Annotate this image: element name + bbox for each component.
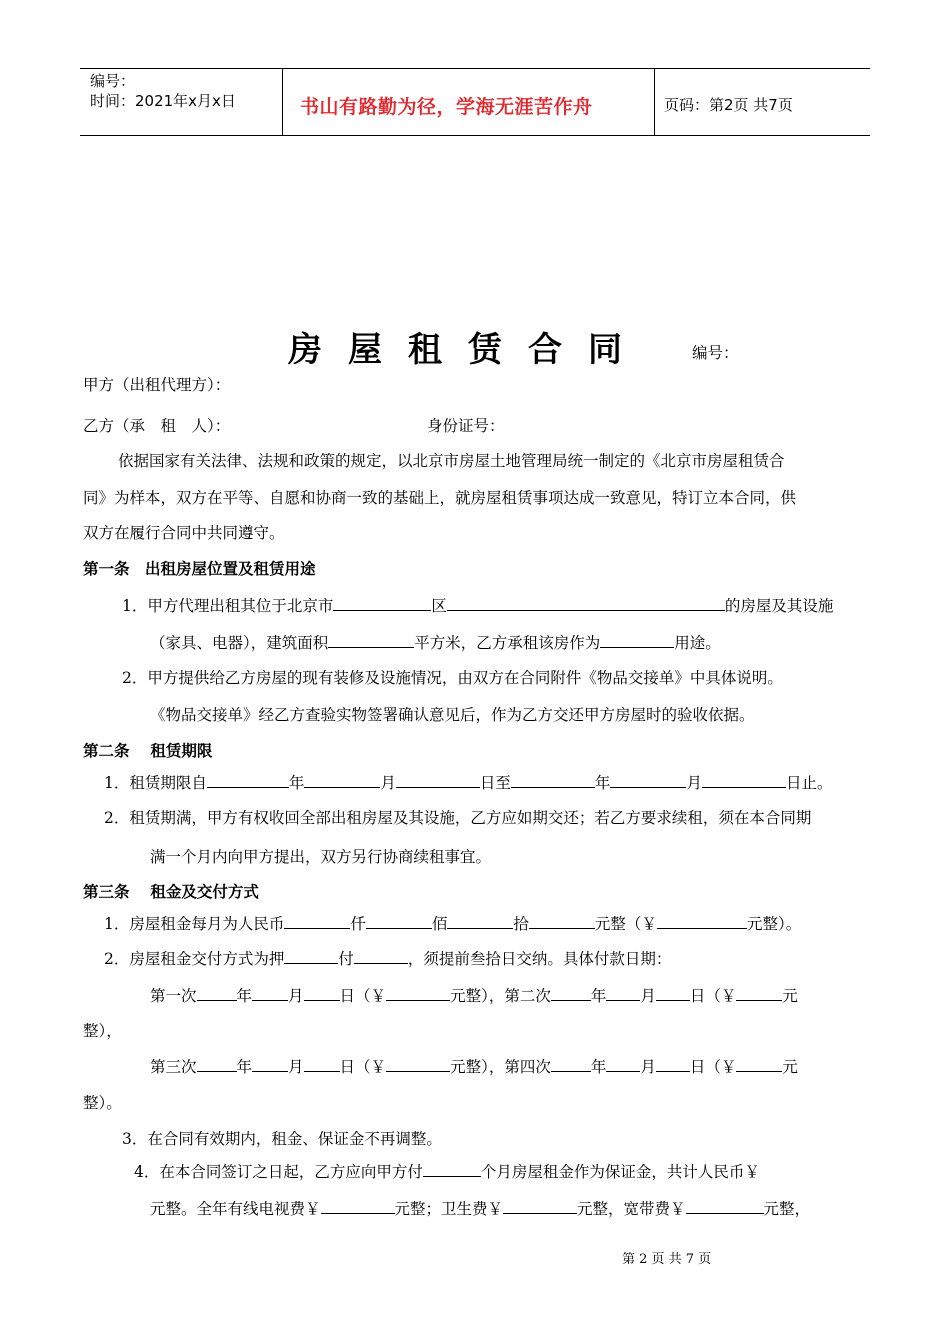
article3-item2-text-a: 2．房屋租金交付方式为押 bbox=[104, 950, 285, 968]
p4-month-label: 月 bbox=[640, 1058, 656, 1076]
intro-line-1: 依据国家有关法律、法规和政策的规定，以北京市房屋土地管理局统一制定的《北京市房屋租赁合 bbox=[118, 452, 785, 470]
article1-item1-line2 bbox=[150, 631, 721, 653]
article3-item4-text-c: 元整。全年有线电视费￥ bbox=[150, 1200, 321, 1218]
article3-item4-line2 bbox=[150, 1197, 810, 1219]
shi-label: 拾 bbox=[513, 915, 529, 933]
p1-month-label: 月 bbox=[288, 987, 304, 1005]
p4-day-label: 日（￥ bbox=[689, 1058, 737, 1076]
header-number-label: 编号： bbox=[90, 72, 136, 90]
blank-p4-amount bbox=[736, 1057, 782, 1072]
article1-item1-text-e: 平方米，乙方承租该房作为 bbox=[414, 634, 601, 652]
article3-item4-text-d: 元整；卫生费￥ bbox=[394, 1200, 504, 1218]
p1-year-label: 年 bbox=[236, 987, 253, 1005]
p2-yuan-label: 元 bbox=[782, 987, 798, 1005]
qian-label: 仟 bbox=[350, 915, 366, 933]
article3-item1 bbox=[104, 912, 801, 934]
id-number-label: 身份证号： bbox=[427, 417, 505, 435]
payment-line-1-cont: 整）， bbox=[83, 1022, 122, 1040]
article3-item2 bbox=[104, 947, 671, 969]
blank-city bbox=[333, 596, 431, 611]
blank-shi bbox=[447, 914, 513, 929]
from-to-label: 日至 bbox=[479, 774, 511, 792]
blank-bai bbox=[366, 914, 432, 929]
yuan-close-label: 元整）。 bbox=[746, 915, 802, 933]
blank-pay-months bbox=[354, 949, 408, 964]
blank-yuan bbox=[529, 914, 595, 929]
article1-item1-text-a: 1．甲方代理出租其位于北京市 bbox=[122, 597, 334, 615]
article3-item4-text-e: 元整，宽带费￥ bbox=[577, 1200, 686, 1218]
p2-year-label: 年 bbox=[590, 987, 607, 1005]
article2-item2-line2: 满一个月内向甲方提出，双方另行协商续租事宜。 bbox=[150, 848, 492, 866]
article2-heading: 第二条 租赁期限 bbox=[83, 741, 213, 760]
blank-deposit-count bbox=[423, 1162, 481, 1177]
header-divider-right bbox=[654, 68, 655, 135]
blank-p3-day bbox=[304, 1057, 340, 1072]
blank-address bbox=[447, 596, 725, 611]
blank-p2-day bbox=[656, 986, 690, 1001]
article3-item1-text-a: 1．房屋租金每月为人民币 bbox=[104, 915, 285, 933]
blank-start-year bbox=[207, 773, 289, 788]
blank-p1-month bbox=[252, 986, 288, 1001]
year-label: 年 bbox=[288, 774, 305, 792]
article3-item4-line1 bbox=[134, 1160, 760, 1182]
p3-month-label: 月 bbox=[288, 1058, 304, 1076]
header-time: 时间：2021年x月x日 bbox=[90, 92, 236, 110]
header-bottom-rule bbox=[80, 135, 870, 136]
blank-p1-amount bbox=[386, 986, 450, 1001]
article3-item2-text-b: ，须提前叁拾日交纳。具体付款日期： bbox=[407, 950, 672, 968]
bai-label: 佰 bbox=[431, 915, 448, 933]
p2-month-label: 月 bbox=[640, 987, 656, 1005]
fourth-payment-label: ，第四次 bbox=[488, 1058, 551, 1076]
blank-qian bbox=[284, 914, 350, 929]
article1-item1-text-f: 用途。 bbox=[674, 634, 721, 652]
blank-p2-month bbox=[606, 986, 640, 1001]
blank-deposit-months bbox=[284, 949, 338, 964]
blank-p4-month bbox=[606, 1057, 640, 1072]
blank-start-month bbox=[304, 773, 380, 788]
p3-year-label: 年 bbox=[236, 1058, 253, 1076]
article1-item1-text-c: 的房屋及其设施 bbox=[724, 597, 834, 615]
footer-page-number: 第 2 页 共 7 页 bbox=[622, 1252, 712, 1267]
header-divider-left bbox=[282, 68, 283, 135]
blank-p3-month bbox=[252, 1057, 288, 1072]
document-number-label: 编号： bbox=[692, 344, 739, 362]
party-a-label: 甲方（出租代理方）： bbox=[83, 376, 231, 394]
second-payment-label: ，第二次 bbox=[488, 987, 551, 1005]
blank-rent-amount bbox=[657, 914, 747, 929]
month-label: 月 bbox=[380, 774, 396, 792]
blank-p1-year bbox=[197, 986, 237, 1001]
blank-sanitation-fee bbox=[503, 1199, 577, 1214]
article2-item1 bbox=[104, 771, 832, 793]
p3-close-label: 元整） bbox=[450, 1058, 489, 1076]
intro-line-2: 同》为样本，双方在平等、自愿和协商一致的基础上，就房屋租赁事项达成一致意见，特订立本合同，供 bbox=[83, 489, 797, 507]
blank-start-day bbox=[396, 773, 480, 788]
header-top-rule bbox=[80, 68, 870, 69]
blank-tv-fee bbox=[321, 1199, 395, 1214]
payment-line-2 bbox=[150, 1055, 798, 1077]
blank-p3-year bbox=[197, 1057, 237, 1072]
payment-line-1 bbox=[150, 984, 798, 1006]
first-payment-label: 第一次 bbox=[150, 987, 197, 1005]
p2-day-label: 日（￥ bbox=[689, 987, 737, 1005]
year-label-2: 年 bbox=[594, 774, 611, 792]
intro-line-3: 双方在履行合同中共同遵守。 bbox=[83, 524, 285, 542]
article1-heading: 第一条 出租房屋位置及租赁用途 bbox=[83, 559, 316, 578]
blank-area bbox=[328, 633, 414, 648]
p1-day-label: 日（￥ bbox=[339, 987, 387, 1005]
end-label: 日止。 bbox=[785, 774, 833, 792]
p1-close-label: 元整） bbox=[450, 987, 489, 1005]
article1-item1-line1 bbox=[122, 594, 833, 616]
month-label-2: 月 bbox=[686, 774, 702, 792]
p3-day-label: 日（￥ bbox=[339, 1058, 387, 1076]
blank-broadband-fee bbox=[686, 1199, 764, 1214]
article1-item1-text-d: （家具、电器），建筑面积 bbox=[150, 634, 329, 652]
p4-year-label: 年 bbox=[590, 1058, 607, 1076]
blank-p1-day bbox=[304, 986, 340, 1001]
header-motto: 书山有路勤为径，学海无涯苦作舟 bbox=[300, 96, 593, 118]
blank-end-month bbox=[610, 773, 686, 788]
blank-p4-day bbox=[656, 1057, 690, 1072]
blank-p3-amount bbox=[386, 1057, 450, 1072]
document-title: 房屋租赁合同 bbox=[288, 330, 648, 370]
article1-item1-text-b: 区 bbox=[431, 597, 447, 615]
payment-line-2-cont: 整）。 bbox=[83, 1094, 122, 1112]
third-payment-label: 第三次 bbox=[150, 1058, 197, 1076]
article3-item4-text-f: 元整， bbox=[763, 1200, 811, 1218]
article3-heading: 第三条 租金及交付方式 bbox=[83, 882, 259, 901]
blank-p2-year bbox=[551, 986, 591, 1001]
article3-item3: 3．在合同有效期内，租金、保证金不再调整。 bbox=[122, 1130, 442, 1148]
yuan-paren-label: 元整（￥ bbox=[594, 915, 657, 933]
article3-item4-text-b: 个月房屋租金作为保证金，共计人民币￥ bbox=[480, 1163, 760, 1181]
blank-p2-amount bbox=[736, 986, 782, 1001]
article3-item4-text-a: 4．在本合同签订之日起，乙方应向甲方付 bbox=[134, 1163, 423, 1181]
article2-item2-line1: 2．租赁期满，甲方有权收回全部出租房屋及其设施，乙方应如期交还；若乙方要求续租，须在本合同期 bbox=[104, 809, 812, 827]
fu-label: 付 bbox=[338, 950, 354, 968]
blank-usage bbox=[600, 633, 674, 648]
article1-item2-line2: 《物品交接单》经乙方查验实物签署确认意见后，作为乙方交还甲方房屋时的验收依据。 bbox=[150, 706, 755, 724]
p4-yuan-label: 元 bbox=[782, 1058, 798, 1076]
header-page-info: 页码：第2页 共7页 bbox=[664, 96, 793, 114]
blank-end-year bbox=[511, 773, 595, 788]
blank-end-day bbox=[702, 773, 786, 788]
blank-p4-year bbox=[551, 1057, 591, 1072]
party-b-label: 乙方（承 租 人）： bbox=[83, 417, 231, 435]
article2-item1-text-a: 1．租赁期限自 bbox=[104, 774, 207, 792]
article1-item2-line1: 2．甲方提供给乙方房屋的现有装修及设施情况，由双方在合同附件《物品交接单》中具体说明。 bbox=[122, 669, 783, 687]
